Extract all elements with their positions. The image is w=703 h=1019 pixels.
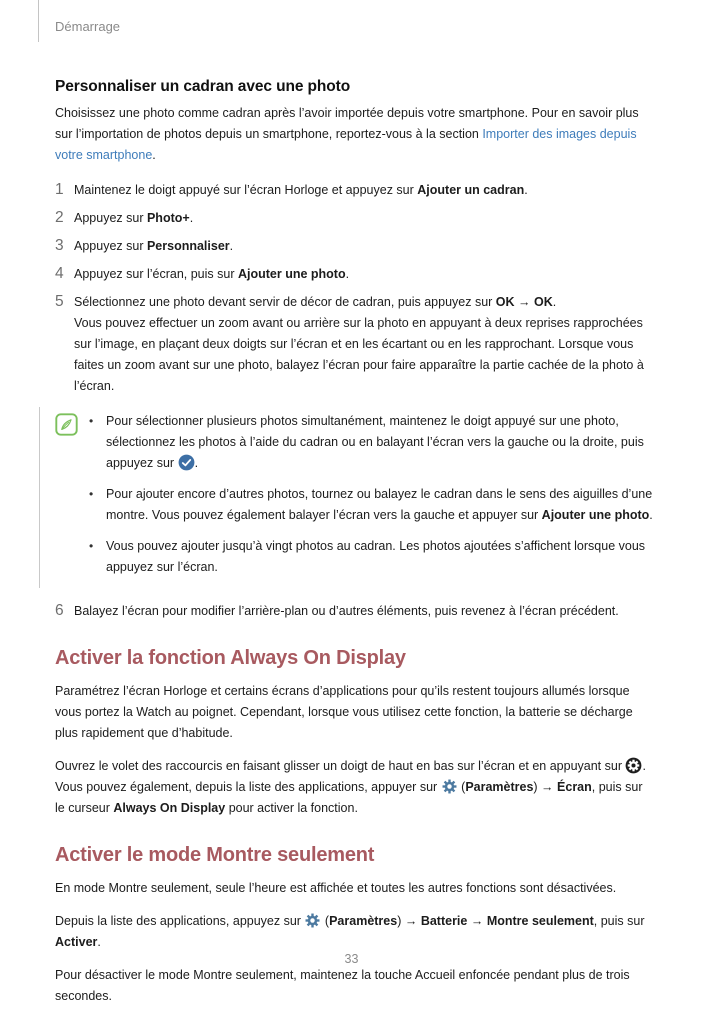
step-number: 6 xyxy=(55,602,64,619)
section-title-always-on-display: Activer la fonction Always On Display xyxy=(55,647,406,669)
step-text: Sélectionnez une photo devant servir de décor de cadran, puis appuyez sur OK → OK. Vous pouvez effectuer un zoom avant ou arrière sur la photo en appuyant à deux reprises rapprochées sur l’image, en plaçant deux doigts sur l’écran et en les écartant ou en les rapprochant. Lorsque vous faites un zoom avant sur une photo, balayez l’écran pour faire apparaître la partie cachée de la photo à l’écran. xyxy=(74,292,655,397)
bullet-marker: • xyxy=(89,539,94,553)
intro-text-end: . xyxy=(152,148,156,162)
step-text: Maintenez le doigt appuyé sur l’écran Horloge et appuyez sur Ajouter un cadran. xyxy=(74,183,528,197)
watch-only-paragraph-2: Depuis la liste des applications, appuyez sur (Paramètres) → Batterie → Montre seulement, puis sur Activer. xyxy=(55,914,645,949)
note-bullet-item xyxy=(89,536,655,578)
aod-paragraph-2: Ouvrez le volet des raccourcis en faisant glisser un doigt de haut en bas sur l’écran et en appuyant sur . Vous pouvez également, depuis la liste des applications, appuyer sur (Paramètres) → Écran, puis sur le curseur Always On Display pour activer la fonction. xyxy=(55,759,646,815)
watch-only-paragraph-1: En mode Montre seulement, seule l’heure est affichée et toutes les autres fonctions sont désactivées. xyxy=(55,881,617,895)
step-item-1 xyxy=(55,180,655,201)
step-item-4 xyxy=(55,264,655,285)
step-item-3 xyxy=(55,236,655,257)
step-text: Balayez l’écran pour modifier l’arrière-plan ou d’autres éléments, puis revenez à l’écran précédent. xyxy=(74,604,619,618)
cross-reference-link[interactable]: Importer des images depuis votre smartphone xyxy=(55,127,637,162)
subsection-title-photo-watch-face: Personnaliser un cadran avec une photo xyxy=(55,78,351,95)
step-text: Appuyez sur l’écran, puis sur Ajouter une photo. xyxy=(74,267,350,281)
check-circle-icon xyxy=(178,454,195,471)
intro-paragraph xyxy=(55,103,655,166)
note-pencil-icon xyxy=(55,413,78,436)
intro-text: Choisissez une photo comme cadran après l’avoir importée depuis votre smartphone. Pour en savoir plus sur l’importation de photos depuis un smartphone, reportez-vous à la section xyxy=(55,106,639,141)
step-number: 3 xyxy=(55,237,64,254)
aod-paragraph-1: Paramétrez l’écran Horloge et certains écrans d’applications pour qu’ils restent toujours allumés lorsque vous portez la Watch au poignet. Cependant, lorsque vous utilisez cette fonction, la batterie se décharge plus rapidement que d’habitude. xyxy=(55,684,633,740)
bullet-marker: • xyxy=(89,487,94,501)
step-item-5 xyxy=(55,292,655,397)
note-bullet-list xyxy=(89,411,655,588)
settings-gear-icon xyxy=(441,778,458,795)
step-text: Appuyez sur Photo+. xyxy=(74,211,194,225)
header-vertical-rule xyxy=(38,0,39,42)
bullet-text: Pour sélectionner plusieurs photos simultanément, maintenez le doigt appuyé sur une photo, sélectionnez les photos à l’aide du cadran ou en balayant l’écran vers la gauche ou la droite, puis appuyez sur . xyxy=(106,414,644,470)
step-text: Appuyez sur Personnaliser. xyxy=(74,239,234,253)
settings-gear-dark-icon xyxy=(625,757,642,774)
bullet-text: Vous pouvez ajouter jusqu’à vingt photos au cadran. Les photos ajoutées s’affichent lorsque vous appuyez sur l’écran. xyxy=(106,539,646,574)
step-item-6 xyxy=(55,601,655,622)
settings-gear-icon xyxy=(304,912,321,929)
breadcrumb: Démarrage xyxy=(55,19,121,34)
note-bullet-item xyxy=(89,484,655,526)
step-item-2 xyxy=(55,208,655,229)
page-content xyxy=(55,78,655,1019)
step-detail-text: Vous pouvez effectuer un zoom avant ou arrière sur la photo en appuyant à deux reprises rapprochées sur l’image, en plaçant deux doigts sur l’écran et en les écartant ou en les rapprochant. Lorsque vous faites un zoom avant sur une photo, balayez l’écran pour faire apparaître la partie cachée de la photo à l’écran. xyxy=(74,316,644,393)
step-number: 2 xyxy=(55,209,64,226)
page-number: 33 xyxy=(344,952,359,966)
bullet-marker: • xyxy=(89,414,94,428)
step-number: 1 xyxy=(55,181,64,198)
section-title-watch-only-mode: Activer le mode Montre seulement xyxy=(55,844,375,866)
note-bullet-item xyxy=(89,411,655,474)
watch-only-paragraph-3: Pour désactiver le mode Montre seulement, maintenez la touche Accueil enfoncée pendant plus de trois secondes. xyxy=(55,968,630,1003)
numbered-steps xyxy=(55,180,655,622)
note-box xyxy=(39,407,655,588)
step-number: 5 xyxy=(55,293,64,310)
step-number: 4 xyxy=(55,265,64,282)
bullet-text: Pour ajouter encore d’autres photos, tournez ou balayez le cadran dans le sens des aiguilles d’une montre. Vous pouvez également balayer l’écran vers la gauche et appuyer sur Ajouter une photo. xyxy=(106,487,653,522)
